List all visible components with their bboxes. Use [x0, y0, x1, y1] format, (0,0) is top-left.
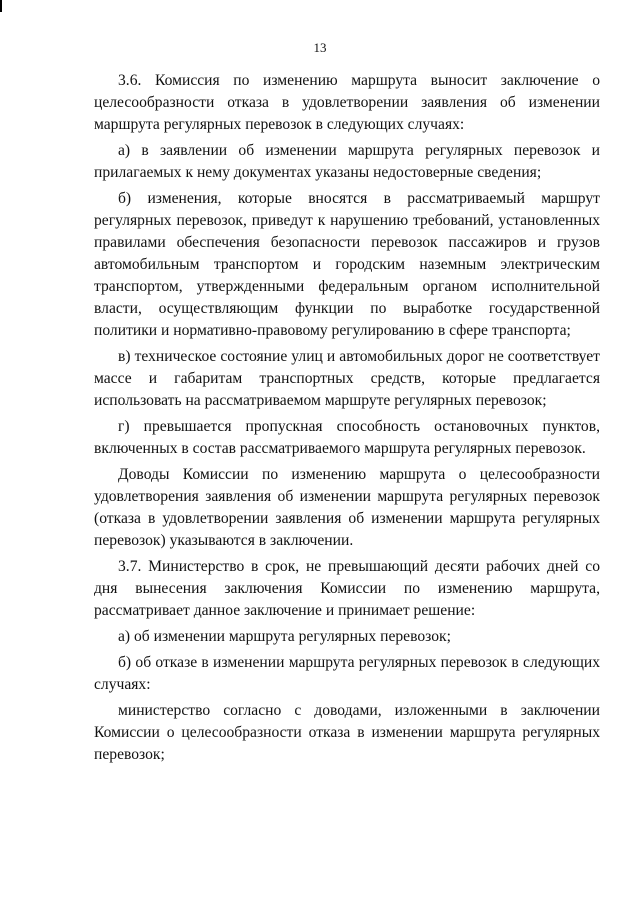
paragraph-3-6: 3.6. Комиссия по изменению маршрута выносит заключение о целесообразности отказа в удовлетворении заявления об изменении маршрута регулярных перевозок в следующих случаях: [94, 72, 600, 133]
page-number: 13 [313, 40, 327, 55]
paragraph-3-7-b: б) об отказе в изменении маршрута регулярных перевозок в следующих случаях: [94, 654, 600, 693]
document-body [94, 70, 600, 770]
paragraph-3-6-g: г) превышается пропускная способность остановочных пунктов, включенных в состав рассматриваемого маршрута регулярных перевозок. [94, 418, 600, 457]
paragraph-commission-arguments: Доводы Комиссии по изменению маршрута о целесообразности удовлетворения заявления об изменении маршрута регулярных перевозок (отказа в удовлетворении заявления об изменении маршрута регулярных перевозок) указываются в заключении. [94, 466, 600, 549]
paragraph-3-6-v: в) техническое состояние улиц и автомобильных дорог не соответствует массе и габаритам транспортных средств, которые предлагается использовать на рассматриваемом маршруте регулярных перевозок; [94, 348, 600, 409]
scan-edge-mark [0, 0, 2, 12]
paragraph-3-6-a: а) в заявлении об изменении маршрута регулярных перевозок и прилагаемых к нему документах указаны недостоверные сведения; [94, 142, 600, 181]
paragraph-ministry-agrees: министерство согласно с доводами, изложенными в заключении Комиссии о целесообразности отказа в изменении маршрута регулярных перевозок; [94, 702, 600, 763]
paragraph-3-7-a: а) об изменении маршрута регулярных перевозок; [118, 628, 451, 645]
paragraph-3-6-b: б) изменения, которые вносятся в рассматриваемый маршрут регулярных перевозок, приведут к нарушению требований, установленных правилами обеспечения безопасности перевозок пассажиров и грузов автомобильным транспортом и городским наземным электрическим транспортом, утвержденными федеральным органом исполнительной власти, осуществляющим функции по выработке государственной политики и нормативно-правовому регулированию в сфере транспорта; [94, 190, 600, 339]
paragraph-3-7: 3.7. Министерство в срок, не превышающий десяти рабочих дней со дня вынесения заключения Комиссии по изменению маршрута, рассматривает данное заключение и принимает решение: [94, 558, 600, 619]
